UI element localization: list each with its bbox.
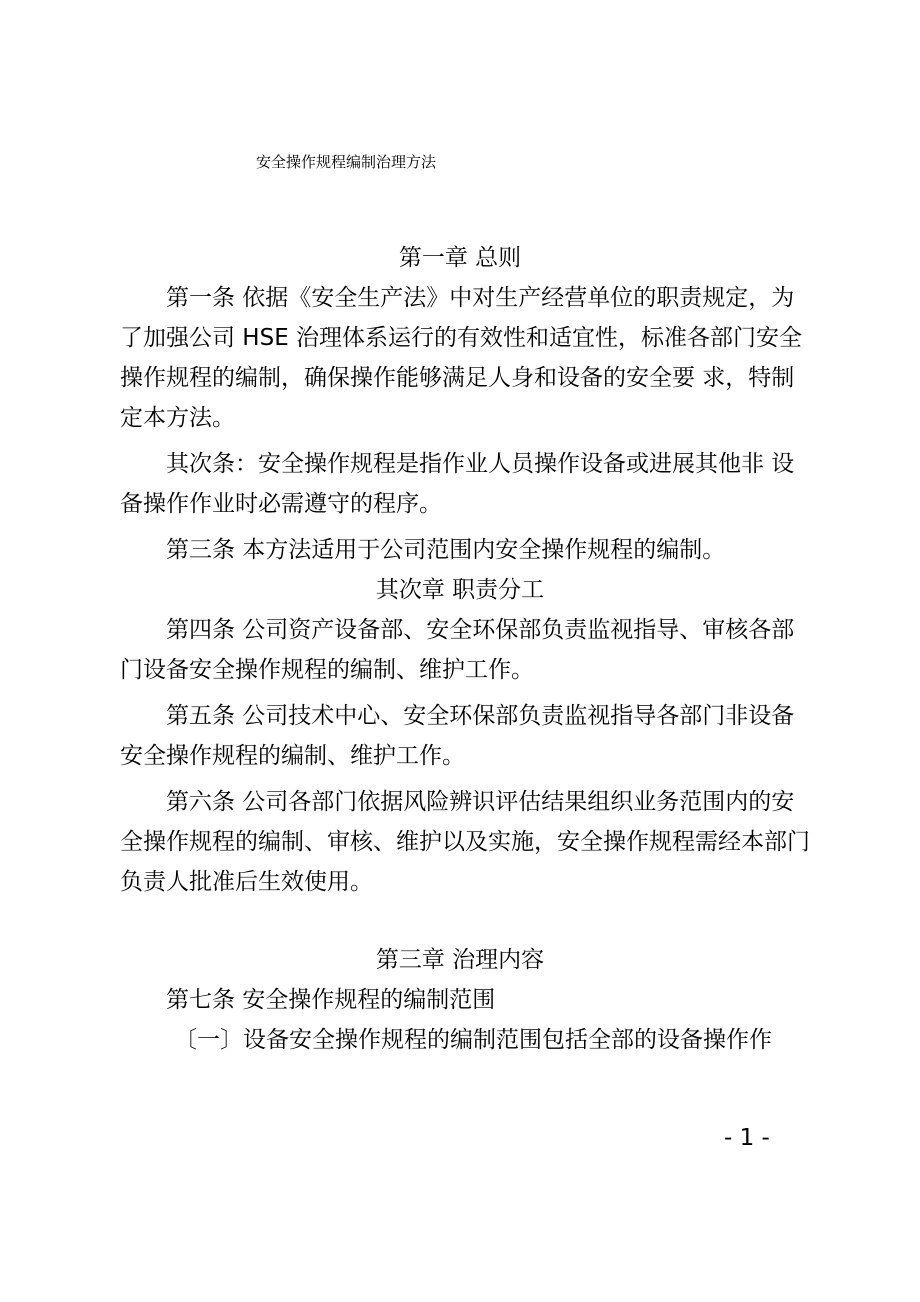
document-title: 安全操作规程编制治理方法	[256, 153, 437, 171]
article-3: 第三条 本方法适用于公司范围内安全操作规程的编制。	[166, 537, 726, 563]
chapter-3-heading: 第三章 治理内容	[375, 947, 545, 973]
clause-1: 〔一〕设备安全操作规程的编制范围包括全部的设备操作作	[174, 1027, 772, 1053]
article-1: 第一条 依据《安全生产法》中对生产经营单位的职责规定，为了加强公司 HSE 治理体系运行的有效性和适宜性，标准各部门安全操作规程的编制，确保操作能够满足人身和设备的安全要 求，特制定本方法。	[120, 285, 803, 431]
chapter-2-heading: 其次章 职责分工	[375, 577, 545, 603]
chapter-1-heading: 第一章 总则	[398, 245, 522, 271]
article-6: 第六条 公司各部门依据风险辨识评估结果组织业务范围内的安全操作规程的编制、审核、维护以及实施，安全操作规程需经本部门负责人批准后生效使用。	[120, 789, 810, 895]
document-body	[120, 238, 810, 1060]
page-number: - 1 -	[724, 1125, 770, 1151]
article-5: 第五条 公司技术中心、安全环保部负责监视指导各部门非设备安全操作规程的编制、维护工作。	[120, 703, 795, 769]
article-4: 第四条 公司资产设备部、安全环保部负责监视指导、审核各部门设备安全操作规程的编制、维护工作。	[120, 617, 795, 683]
article-7: 第七条 安全操作规程的编制范围	[166, 987, 496, 1013]
article-2: 其次条：安全操作规程是指作业人员操作设备或进展其他非 设备操作作业时必需遵守的程序。	[120, 451, 795, 517]
